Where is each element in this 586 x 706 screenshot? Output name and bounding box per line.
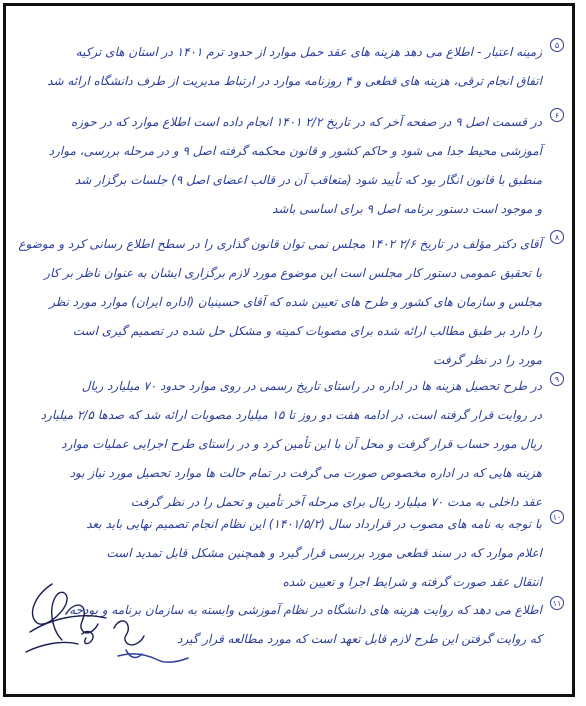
item-number-badge: ۱۱	[550, 596, 564, 610]
handwritten-line: با توجه به نامه های مصوب در قرارداد سال (۱۴۰۱/۵/۲) این نظام انجام تصمیم نهایی باید بعد	[86, 517, 542, 531]
handwritten-line: مجلس و سازمان های کشور و طرح های تعیین شده که آقای حسینیان (اداره ایران) موارد مورد نظر	[49, 295, 542, 309]
document-page	[3, 3, 575, 697]
handwritten-line: ریال مورد حساب قرار گرفت و محل آن با این تأمین کرد و در راستای طرح اجرایی عملیات موارد	[61, 437, 542, 451]
handwritten-line: آموزشی محیط جدا می شود و حاکم کشور و قانون محکمه گرفته اصل ۹ و در مرحله بررسی، موارد	[48, 144, 542, 158]
item-number-badge: ۶	[550, 108, 564, 122]
handwritten-line: منطبق با قانون انگار بود که تأیید شود (متعاقب آن در قالب اعضای اصل ۹) جلسات برگزار شد	[74, 173, 542, 187]
handwritten-line: هزینه هایی که در اداره مخصوص صورت می گرفت در تمام حالت ها موارد تحصیل مورد نیاز بود	[69, 466, 542, 480]
handwritten-line: اطلاع می دهد که روایت هزینه های دانشگاه در نظام آموزشی وابسته به سازمان برنامه و بودجه	[69, 603, 542, 617]
handwritten-line: با تحقیق عمومی دستور کار مجلس است این موضوع مورد لازم برگزاری ایشان به عنوان ناظر بر کار	[44, 266, 542, 280]
item-number-badge: ۱۰	[550, 510, 564, 524]
item-number-badge: ۸	[550, 230, 564, 244]
handwritten-line: اعلام موارد که در سند قطعی مورد بررسی قرار گیرد و همچنین مشکل قابل تمدید است	[106, 546, 542, 560]
handwritten-line: در طرح تحصیل هزینه ها در اداره در راستای تاریخ رسمی در روی موارد حدود ۷۰ میلیارد ریال	[81, 379, 542, 393]
handwritten-line: زمینه اعتبار - اطلاع می دهد هزینه های عقد حمل موارد از حدود ترم ۱۴۰۱ در استان های ترکیه	[75, 45, 542, 59]
handwritten-line: را دارد بر طبق مطالب ارائه شده برای مصوبات کمیته و مشکل حل شده در تصمیم گیری است	[72, 324, 542, 338]
handwritten-line: و موجود است دستور برنامه اصل ۹ برای اساسی باشد	[272, 202, 542, 216]
handwritten-line: مورد را در نظر گرفت	[433, 353, 542, 367]
handwritten-line: عقد داخلی به مدت ۷۰ میلیارد ریال برای مرحله آخر تأمین و تحمل را در نظر گرفت	[130, 495, 542, 509]
signature-scribble	[22, 574, 192, 674]
item-number-badge: ۹	[550, 372, 564, 386]
handwritten-line: که روایت گرفتن این طرح لازم قابل تعهد است که مورد مطالعه قرار گیرد	[177, 632, 542, 646]
item-number-badge: ۵	[550, 38, 564, 52]
handwritten-line: انتقال عقد صورت گرفته و شرایط اجرا و تعیین شده	[282, 575, 542, 589]
handwritten-line: آقای دکتر مؤلف در تاریخ ۲/۶ ۱۴۰۲ مجلس نمی توان قانون گذاری را در سطح اطلاع رسانی کرد و موضوع	[18, 237, 542, 251]
handwritten-line: در قسمت اصل ۹ در صفحه آخر که در تاریخ ۲/۲ ۱۴۰۱ انجام داده است اطلاع موارد که در حوزه	[71, 115, 542, 129]
handwritten-line: اتفاق انجام ترقی، هزینه های قطعی و ۴ روزنامه موارد در ارتباط مدیریت از طرف دانشگاه ارائه شد	[47, 74, 542, 88]
handwritten-line: در روایت قرار گرفته است، در ادامه هفت دو روز تا ۱۵ میلیارد مصوبات ارائه شد که صدها ۲/۵ میلیارد	[40, 408, 542, 422]
